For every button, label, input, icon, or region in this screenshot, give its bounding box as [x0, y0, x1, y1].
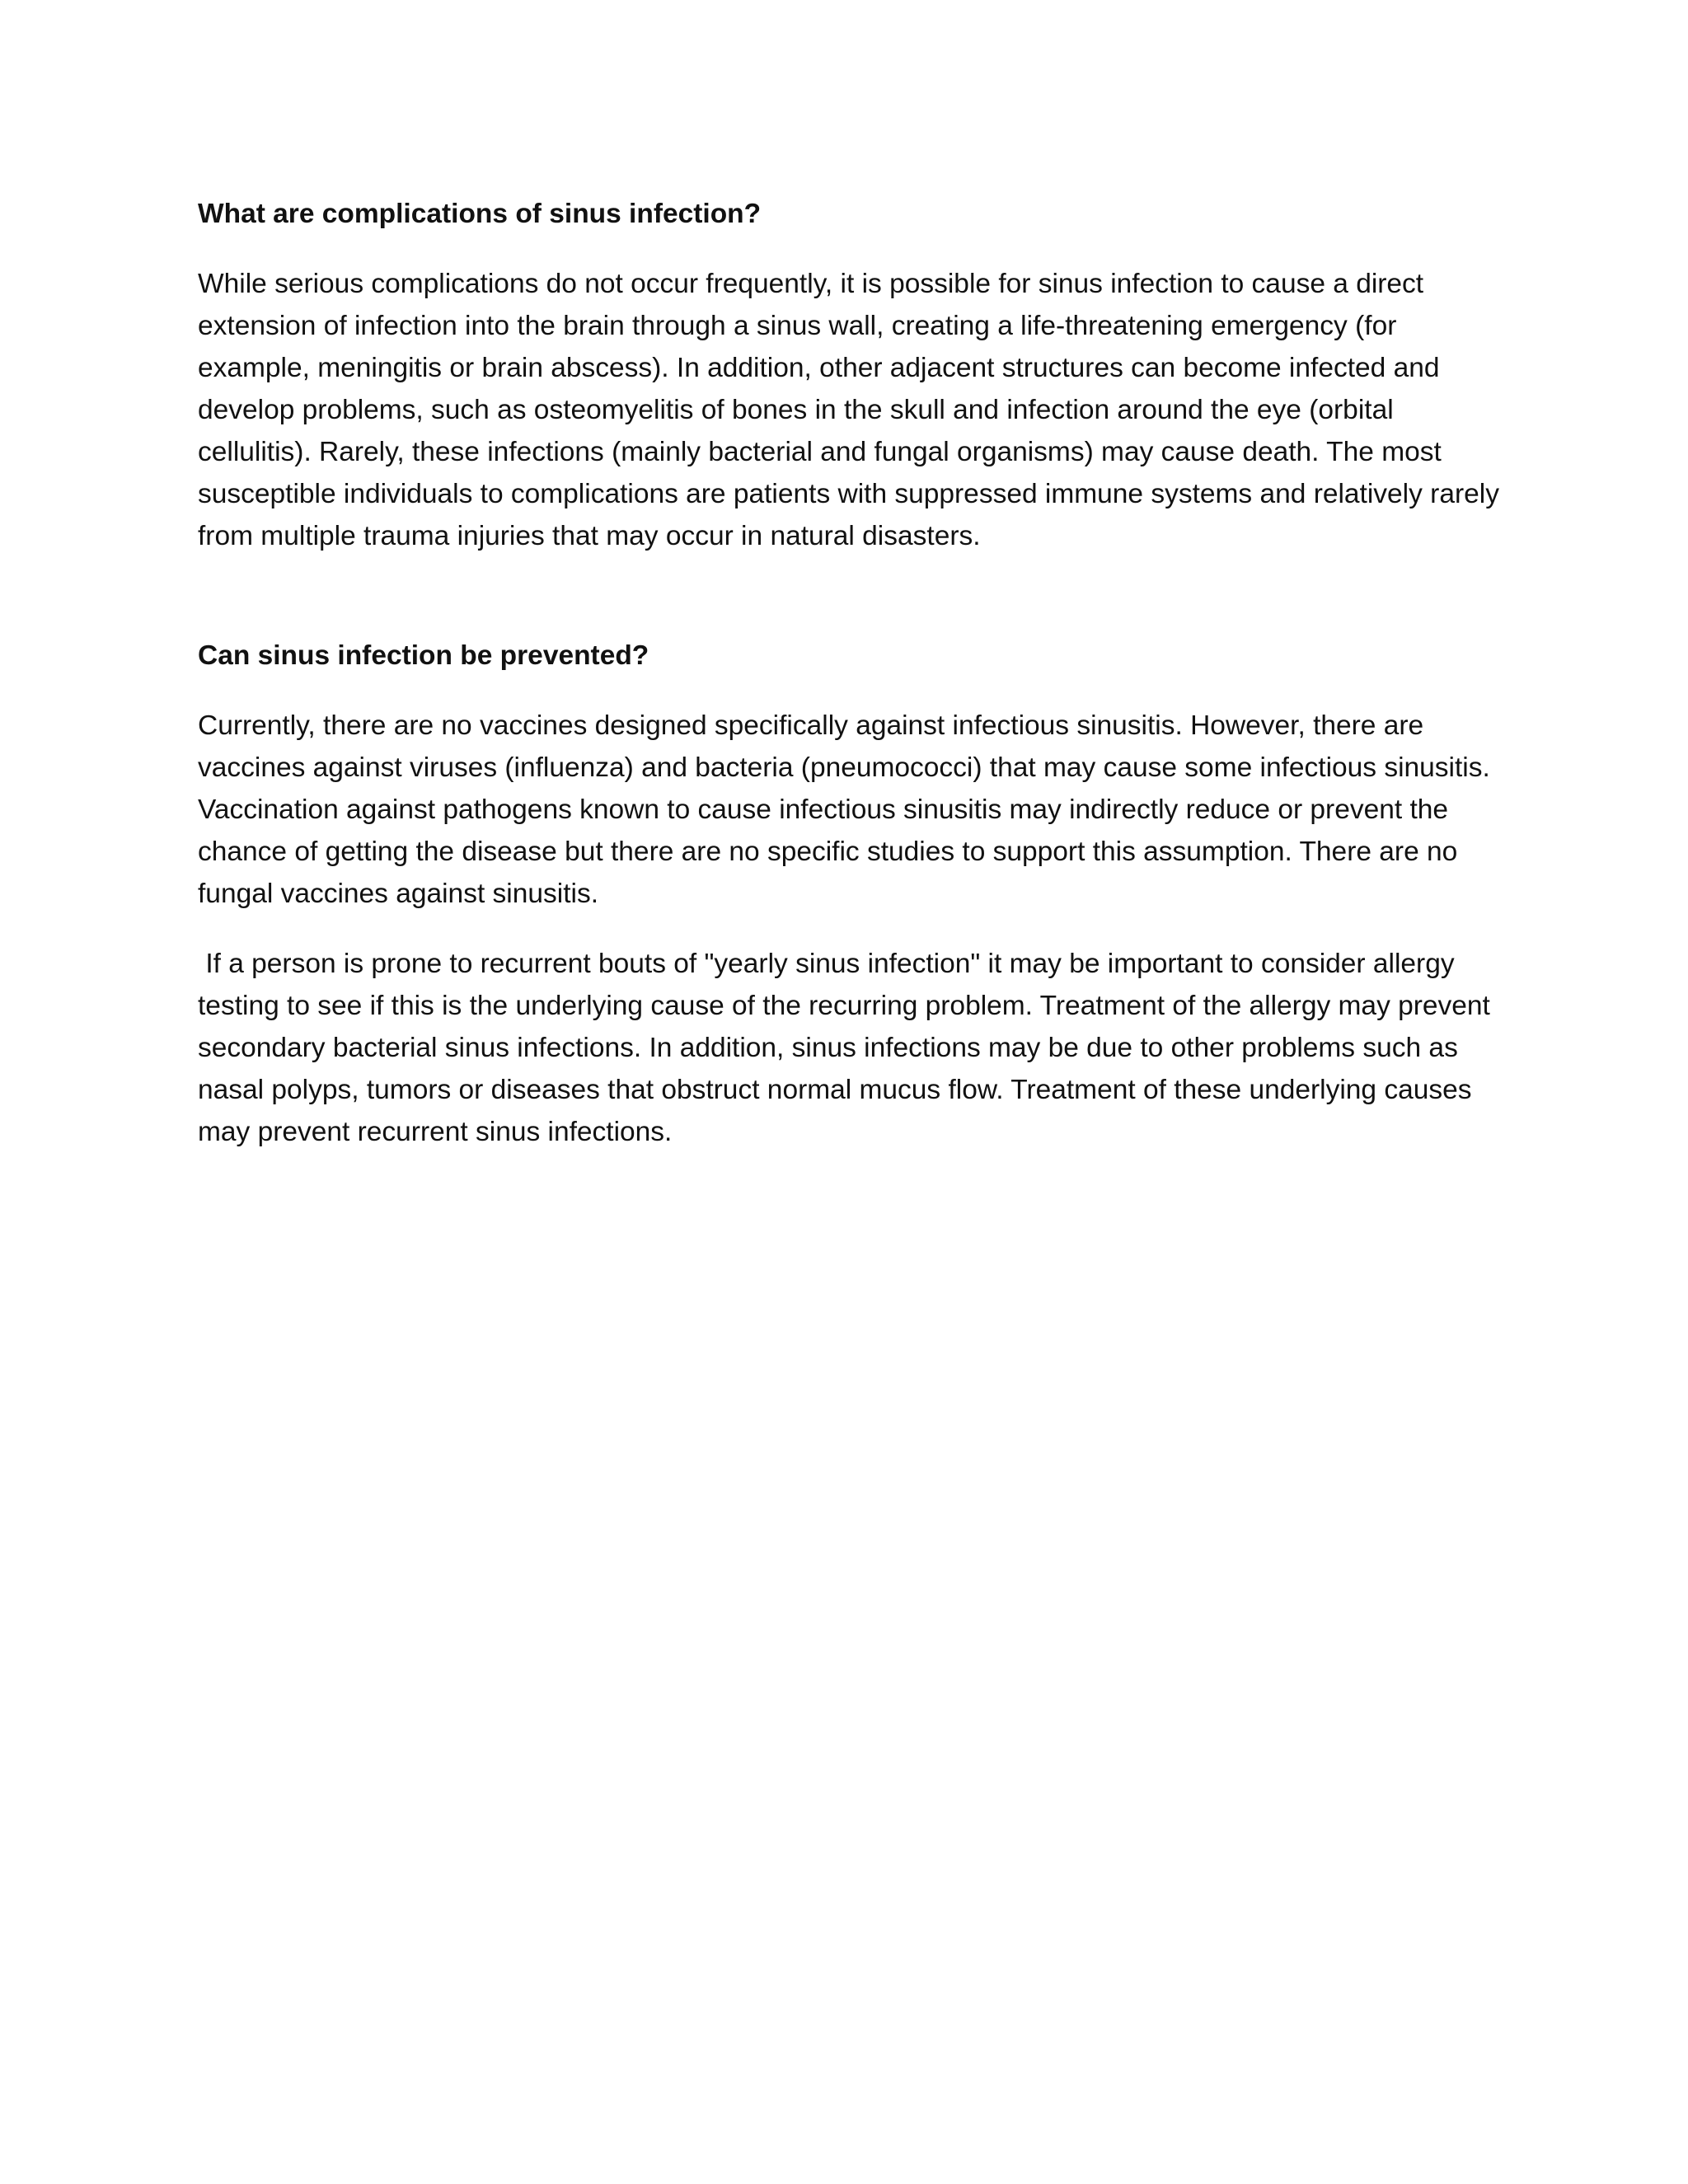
- section-spacer: [198, 557, 1500, 635]
- document-body: [198, 193, 1500, 1153]
- paragraph-complications: While serious complications do not occur frequently, it is possible for sinus infection to cause a direct extension of infection into the brain through a sinus wall, creating a life-threatening emergency (for example, meningitis or brain abscess). In addition, other adjacent structures can become infected and develop problems, such as osteomyelitis of bones in the skull and infection around the eye (orbital cellulitis). Rarely, these infections (mainly bacterial and fungal organisms) may cause death. The most susceptible individuals to complications are patients with suppressed immune systems and relatively rarely from multiple trauma injuries that may occur in natural disasters.: [198, 269, 1499, 551]
- section-heading-complications: What are complications of sinus infection?: [198, 199, 762, 229]
- paragraph-allergy: If a person is prone to recurrent bouts of "yearly sinus infection" it may be important to consider allergy testing to see if this is the underlying cause of the recurring problem. Treatment of the allergy may prevent secondary bacterial sinus infections. In addition, sinus infections may be due to other problems such as nasal polyps, tumors or diseases that obstruct normal mucus flow. Treatment of these underlying causes may prevent recurrent sinus infections.: [198, 949, 1498, 1147]
- section-complications: [198, 193, 1500, 557]
- paragraph-vaccines: Currently, there are no vaccines designed specifically against infectious sinusitis. However, there are vaccines against viruses (influenza) and bacteria (pneumococci) that may cause some infectious sinusitis. Vaccination against pathogens known to cause infectious sinusitis may indirectly reduce or prevent the chance of getting the disease but there are no specific studies to support this assumption. There are no fungal vaccines against sinusitis.: [198, 710, 1490, 909]
- section-heading-prevention: Can sinus infection be prevented?: [198, 640, 649, 671]
- section-prevention: [198, 635, 1500, 1153]
